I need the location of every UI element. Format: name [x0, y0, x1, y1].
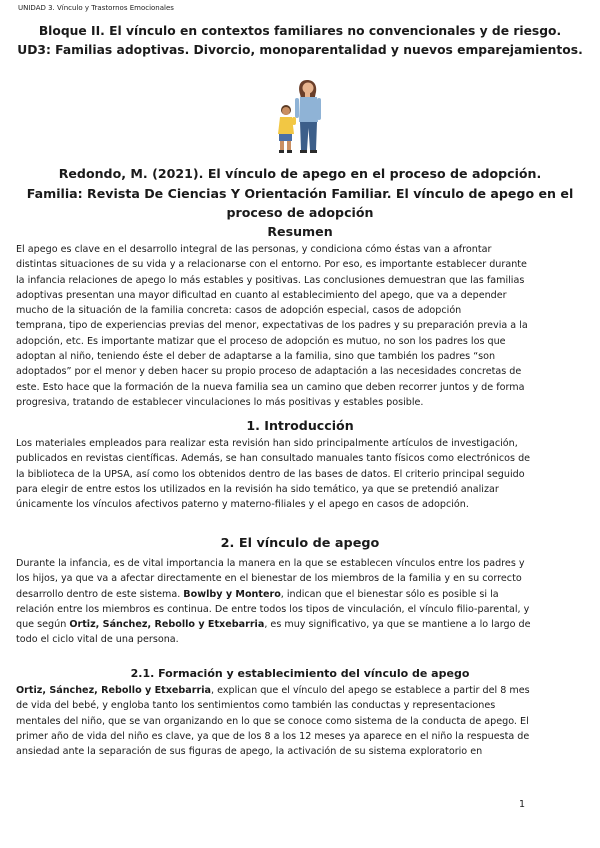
resumen-line: mucho de la situación de la familia concreta: casos de adopción especial, casos de adopción — [16, 305, 462, 317]
vinculo-title: 2. El vínculo de apego — [220, 536, 380, 551]
family-illustration — [271, 76, 329, 156]
author-ortiz-etal: Ortiz, Sánchez, Rebollo y Etxebarria — [69, 619, 265, 631]
vinculo-text: , indican que el bienestar sólo es posible si la — [280, 588, 499, 600]
intro-line: para elegir de entre estos los utilizados en la revisión ha sido temático, ya que se pretendió analizar — [16, 483, 499, 495]
vinculo-text: desarrollo dentro de este sistema. — [16, 588, 184, 600]
formacion-paragraph — [16, 683, 585, 759]
intro-line: Los materiales empleados para realizar esta revisión han sido principalmente artículos de investigación, — [16, 438, 518, 449]
intro-line: únicamente los vínculos afectivos paterno y materno-filiales y el apego en casos de adopción. — [16, 499, 469, 511]
reference-line-1: Redondo, M. (2021). El vínculo de apego en el proceso de adopción. — [58, 166, 542, 181]
author-ortiz-etal: Ortiz, Sánchez, Rebollo y Etxebarria — [16, 685, 211, 696]
vinculo-line: los hijos, ya que va a afectar directamente en el bienestar de los miembros de la familia y en su correcto — [16, 573, 522, 585]
author-bowlby-montero: Bowlby y Montero — [183, 588, 281, 600]
resumen-line: adopción, etc. Es importante matizar que el proceso de adopción es mutuo, no son los padres los que — [16, 335, 506, 347]
bloque-line-2: UD3: Familias adoptivas. Divorcio, monoparentalidad y nuevos emparejamientos. — [17, 43, 583, 57]
formacion-line: mentales del niño, que se van organizando en lo que se conoce como sistema de la conducta de apego. El — [16, 715, 529, 727]
formacion-line: primer año de vida del niño es clave, ya que de los 8 a los 12 meses ya aparece en el niño la respuesta de — [16, 730, 530, 742]
reference-line-3: proceso de adopción — [226, 205, 374, 220]
vinculo-text: que según — [16, 619, 70, 631]
resumen-line: la infancia relaciones de apego lo más estables y positivas. Las conclusiones demuestran que las familias — [16, 274, 525, 286]
resumen-line: distintas situaciones de su vida y a relacionarse con el entorno. Por eso, es importante establecer durante — [16, 259, 527, 271]
vinculo-text: , es muy significativo, ya que se mantiene a lo largo de — [264, 619, 531, 631]
intro-line: publicados en revistas científicas. Además, se han consultado manuales tanto físicos como electrónicos de — [16, 453, 531, 465]
formacion-line — [16, 683, 585, 698]
resumen-line: este. Esto hace que la formación de la nueva familia sea un camino que deben recorrer juntos y de forma — [16, 381, 525, 393]
resumen-title: Resumen — [267, 224, 333, 239]
resumen-line: progresiva, tratando de establecer vinculaciones lo más positivas y estables posible. — [16, 396, 424, 408]
page-number: 1 — [519, 799, 526, 810]
vinculo-line: relación entre los miembros es continua. De entre todos los tipos de vinculación, el vínculo filio-parental, y — [16, 603, 530, 615]
vinculo-line: Durante la infancia, es de vital importancia la manera en la que se establecen vínculos entre los padres y — [16, 558, 525, 569]
vinculo-line — [16, 587, 585, 602]
child-figure — [278, 105, 296, 153]
resumen-line: adoptivas presentan una mayor dificultad en cuanto al establecimiento del apego, que va a depender — [16, 289, 507, 301]
bloque-heading — [0, 22, 600, 60]
formacion-line: de vida del bebé, y engloba tanto los sentimientos como también las conductas y representaciones — [16, 700, 496, 712]
adult-figure — [295, 80, 321, 153]
formacion-text: , explican que el vínculo del apego se establece a partir del 8 mes — [211, 685, 530, 696]
reference-heading — [14, 164, 586, 223]
running-header: UNIDAD 3. Vínculo y Trastornos Emocionales — [18, 4, 174, 12]
formacion-line: ansiedad ante la separación de sus figuras de apego, la activación de su sistema exploratorio en — [16, 746, 483, 758]
resumen-line: adoptan al niño, teniendo éste el deber de adaptarse a la familia, sino que también los padres “son — [16, 351, 496, 363]
vinculo-line — [16, 617, 585, 632]
resumen-paragraph — [16, 242, 585, 410]
resumen-line: temprana, tipo de experiencias previas del menor, expectativas de los padres y su preparación previa a la — [16, 320, 528, 332]
bloque-line-1: Bloque II. El vínculo en contextos familiares no convencionales y de riesgo. — [38, 24, 562, 38]
intro-line: la biblioteca de la UPSA, así como los obtenidos dentro de las bases de datos. El criterio principal seguido — [16, 468, 525, 480]
formacion-title: 2.1. Formación y establecimiento del vínculo de apego — [130, 667, 470, 680]
intro-title: 1. Introducción — [246, 418, 354, 433]
reference-line-2: Familia: Revista De Ciencias Y Orientación Familiar. El vínculo de apego en el — [26, 185, 574, 201]
resumen-line: El apego es clave en el desarrollo integral de las personas, y condiciona cómo éstas van a afrontar — [16, 244, 492, 255]
vinculo-paragraph — [16, 556, 585, 648]
vinculo-line: todo el ciclo vital de una persona. — [16, 634, 179, 646]
resumen-line: adoptados” por el menor y deben hacer su propio proceso de adaptación a las necesidades concretas de — [16, 366, 522, 378]
intro-paragraph — [16, 436, 585, 512]
